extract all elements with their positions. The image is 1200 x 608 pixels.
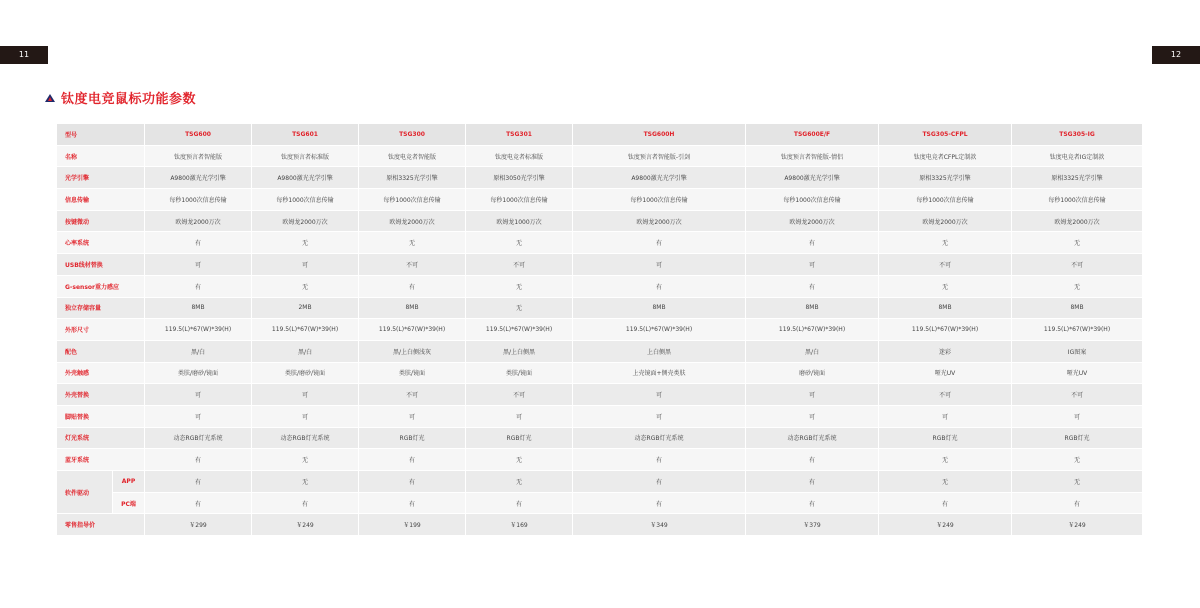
table-cell: 有 [466, 493, 573, 515]
table-cell: 每秒1000次信息传输 [1012, 189, 1143, 211]
table-cell: 上壳镜面+侧壳类肤 [573, 363, 746, 385]
model-name: TSG600H [573, 124, 746, 146]
price-cell: ￥169 [466, 514, 573, 536]
row-label: 型号 [57, 124, 145, 146]
table-cell: 可 [252, 384, 359, 406]
table-cell: A9800激光光学引擎 [252, 167, 359, 189]
table-cell: 每秒1000次信息传输 [746, 189, 879, 211]
table-row [57, 363, 1143, 385]
table-cell: 欧姆龙2000万次 [573, 211, 746, 233]
table-cell: 有 [746, 232, 879, 254]
table-cell: 无 [1012, 471, 1143, 493]
table-cell: 有 [359, 449, 466, 471]
table-cell: 每秒1000次信息传输 [359, 189, 466, 211]
table-cell: 有 [359, 276, 466, 298]
table-cell: 可 [573, 406, 746, 428]
heading-text: 钛度电竞鼠标功能参数 [61, 92, 197, 107]
table-row [57, 449, 1143, 471]
table-cell: 黑/白 [252, 341, 359, 363]
table-cell: 可 [145, 254, 252, 276]
table-cell: 无 [1012, 276, 1143, 298]
table-cell: 无 [252, 276, 359, 298]
table-cell: 可 [746, 384, 879, 406]
row-label: 名称 [57, 146, 145, 168]
page-number-left: 11 [0, 46, 48, 64]
price-cell: ￥249 [879, 514, 1012, 536]
table-cell: 钛度预言者智能版 [145, 146, 252, 168]
model-name: TSG301 [466, 124, 573, 146]
table-cell: 无 [252, 449, 359, 471]
table-cell: 磨砂/镜面 [746, 363, 879, 385]
table-cell: 钛度电竞者IG定制款 [1012, 146, 1143, 168]
table-cell: 不可 [466, 384, 573, 406]
table-cell: 无 [1012, 232, 1143, 254]
table-cell: IG图案 [1012, 341, 1143, 363]
row-label: 独立存储容量 [57, 298, 145, 320]
model-name: TSG300 [359, 124, 466, 146]
price-cell: ￥249 [252, 514, 359, 536]
row-label: 脚贴替换 [57, 406, 145, 428]
table-cell: 不可 [359, 254, 466, 276]
table-cell: 119.5(L)*67(W)*39(H) [879, 319, 1012, 341]
table-cell: 无 [1012, 449, 1143, 471]
table-cell: 黑/白 [145, 341, 252, 363]
table-cell: A9800激光光学引擎 [145, 167, 252, 189]
table-cell: 可 [1012, 406, 1143, 428]
table-cell: 动态RGB灯光系统 [252, 428, 359, 450]
row-label: 心率系统 [57, 232, 145, 254]
row-label: 软件驱动 [57, 471, 113, 514]
table-cell: 类肤/磨砂/镜面 [252, 363, 359, 385]
table-cell: 有 [746, 493, 879, 515]
table-cell: RGB灯光 [879, 428, 1012, 450]
table-cell: 可 [573, 384, 746, 406]
table-cell: 119.5(L)*67(W)*39(H) [466, 319, 573, 341]
row-label: USB线材替换 [57, 254, 145, 276]
page-number-right: 12 [1152, 46, 1200, 64]
table-cell: 类肤/镜面 [359, 363, 466, 385]
model-name: TSG600E/F [746, 124, 879, 146]
table-cell: 可 [252, 406, 359, 428]
table-cell: 黑/白 [746, 341, 879, 363]
table-cell: 119.5(L)*67(W)*39(H) [573, 319, 746, 341]
table-cell: A9800激光光学引擎 [573, 167, 746, 189]
price-cell: ￥299 [145, 514, 252, 536]
table-row [57, 298, 1143, 320]
table-cell: 可 [145, 406, 252, 428]
table-cell: 上白侧黑 [573, 341, 746, 363]
table-cell: 欧姆龙2000万次 [359, 211, 466, 233]
table-cell: 无 [466, 449, 573, 471]
table-cell: 动态RGB灯光系统 [573, 428, 746, 450]
table-cell: 不可 [1012, 254, 1143, 276]
table-cell: 无 [252, 232, 359, 254]
model-name: TSG600 [145, 124, 252, 146]
table-cell: 119.5(L)*67(W)*39(H) [145, 319, 252, 341]
table-cell: 可 [359, 406, 466, 428]
row-label: 蓝牙系统 [57, 449, 145, 471]
price-cell: ￥249 [1012, 514, 1143, 536]
table-cell: 可 [879, 406, 1012, 428]
table-cell: 有 [359, 471, 466, 493]
table-cell: 原相3050光学引擎 [466, 167, 573, 189]
table-cell: 有 [145, 449, 252, 471]
table-row [57, 384, 1143, 406]
table-cell: 无 [252, 471, 359, 493]
table-cell: 8MB [746, 298, 879, 320]
table-cell: 有 [573, 276, 746, 298]
table-row [57, 189, 1143, 211]
table-cell: 可 [466, 406, 573, 428]
row-label: 信息传输 [57, 189, 145, 211]
table-cell: 119.5(L)*67(W)*39(H) [746, 319, 879, 341]
table-cell: 可 [573, 254, 746, 276]
table-cell: 无 [466, 276, 573, 298]
table-cell: 有 [145, 493, 252, 515]
table-row [57, 146, 1143, 168]
row-label: 外壳触感 [57, 363, 145, 385]
table-row [57, 232, 1143, 254]
table-cell: 有 [746, 449, 879, 471]
table-cell: 可 [252, 254, 359, 276]
table-cell: 8MB [1012, 298, 1143, 320]
table-cell: 原相3325光学引擎 [879, 167, 1012, 189]
table-cell: 黑/上白侧黑 [466, 341, 573, 363]
section-heading [45, 88, 196, 107]
spec-table [57, 124, 1143, 536]
price-cell: ￥199 [359, 514, 466, 536]
table-cell: 欧姆龙2000万次 [145, 211, 252, 233]
table-cell: 钛度电竞者智能版 [359, 146, 466, 168]
table-cell: 可 [746, 254, 879, 276]
table-cell: 每秒1000次信息传输 [573, 189, 746, 211]
table-cell: 动态RGB灯光系统 [746, 428, 879, 450]
table-cell: 有 [573, 471, 746, 493]
sub-row-label: PC端 [113, 493, 145, 515]
table-cell: 无 [466, 232, 573, 254]
table-cell: 119.5(L)*67(W)*39(H) [359, 319, 466, 341]
table-cell: 哑光UV [1012, 363, 1143, 385]
table-cell: 无 [879, 276, 1012, 298]
row-label: 光学引擎 [57, 167, 145, 189]
table-row [57, 254, 1143, 276]
model-name: TSG305-IG [1012, 124, 1143, 146]
table-cell: A9800激光光学引擎 [746, 167, 879, 189]
table-cell: 有 [252, 493, 359, 515]
table-cell: 有 [746, 471, 879, 493]
table-cell: RGB灯光 [466, 428, 573, 450]
table-row [57, 341, 1143, 363]
table-cell: 8MB [879, 298, 1012, 320]
table-cell: 钛度预言者智能版-情侣 [746, 146, 879, 168]
table-header-row [57, 124, 1143, 146]
table-cell: 欧姆龙2000万次 [746, 211, 879, 233]
model-name: TSG601 [252, 124, 359, 146]
table-row [57, 406, 1143, 428]
table-cell: 不可 [359, 384, 466, 406]
table-cell: 2MB [252, 298, 359, 320]
table-cell: 119.5(L)*67(W)*39(H) [252, 319, 359, 341]
table-cell: 欧姆龙2000万次 [1012, 211, 1143, 233]
row-label: 配色 [57, 341, 145, 363]
row-label: 外形尺寸 [57, 319, 145, 341]
table-cell: 无 [359, 232, 466, 254]
triangle-logo-icon [45, 94, 55, 102]
table-cell: RGB灯光 [1012, 428, 1143, 450]
table-row [57, 428, 1143, 450]
table-row [57, 471, 1143, 493]
row-label: 外壳替换 [57, 384, 145, 406]
table-cell: 每秒1000次信息传输 [879, 189, 1012, 211]
table-cell: 钛度电竞者标准版 [466, 146, 573, 168]
table-cell: 有 [1012, 493, 1143, 515]
table-row [57, 167, 1143, 189]
price-cell: ￥349 [573, 514, 746, 536]
table-cell: 无 [879, 232, 1012, 254]
table-cell: 每秒1000次信息传输 [466, 189, 573, 211]
table-cell: 不可 [879, 384, 1012, 406]
table-cell: 每秒1000次信息传输 [252, 189, 359, 211]
table-cell: 钛度预言者标准版 [252, 146, 359, 168]
table-cell: 无 [879, 449, 1012, 471]
price-cell: ￥379 [746, 514, 879, 536]
table-cell: 无 [466, 298, 573, 320]
table-cell: 8MB [573, 298, 746, 320]
table-cell: 有 [359, 493, 466, 515]
table-cell: RGB灯光 [359, 428, 466, 450]
table-cell: 有 [145, 276, 252, 298]
table-cell: 有 [879, 493, 1012, 515]
table-cell: 原相3325光学引擎 [1012, 167, 1143, 189]
table-cell: 有 [573, 449, 746, 471]
table-cell: 119.5(L)*67(W)*39(H) [1012, 319, 1143, 341]
table-row [57, 276, 1143, 298]
table-cell: 原相3325光学引擎 [359, 167, 466, 189]
table-cell: 有 [573, 493, 746, 515]
table-cell: 类肤/镜面 [466, 363, 573, 385]
row-label: 零售指导价 [57, 514, 145, 536]
table-cell: 无 [879, 471, 1012, 493]
table-cell: 类肤/磨砂/镜面 [145, 363, 252, 385]
table-cell: 有 [145, 471, 252, 493]
table-cell: 有 [573, 232, 746, 254]
table-cell: 动态RGB灯光系统 [145, 428, 252, 450]
table-cell: 可 [145, 384, 252, 406]
table-cell: 迷彩 [879, 341, 1012, 363]
table-cell: 每秒1000次信息传输 [145, 189, 252, 211]
table-row [57, 211, 1143, 233]
table-cell: 哑光UV [879, 363, 1012, 385]
table-cell: 黑/上白侧浅灰 [359, 341, 466, 363]
table-row [57, 319, 1143, 341]
table-cell: 8MB [145, 298, 252, 320]
table-cell: 欧姆龙1000万次 [466, 211, 573, 233]
table-cell: 钛度电竞者CFPL定制款 [879, 146, 1012, 168]
table-cell: 不可 [1012, 384, 1143, 406]
table-cell: 不可 [466, 254, 573, 276]
table-cell: 有 [145, 232, 252, 254]
table-row [57, 493, 1143, 515]
table-cell: 欧姆龙2000万次 [252, 211, 359, 233]
table-cell: 钛度预言者智能版-引剑 [573, 146, 746, 168]
row-label: 灯光系统 [57, 428, 145, 450]
table-cell: 有 [746, 276, 879, 298]
table-cell: 可 [746, 406, 879, 428]
model-name: TSG305-CFPL [879, 124, 1012, 146]
price-row [57, 514, 1143, 536]
table-cell: 8MB [359, 298, 466, 320]
row-label: 按键微动 [57, 211, 145, 233]
table-cell: 无 [466, 471, 573, 493]
sub-row-label: APP [113, 471, 145, 493]
table-cell: 欧姆龙2000万次 [879, 211, 1012, 233]
table-cell: 不可 [879, 254, 1012, 276]
row-label: G-sensor重力感应 [57, 276, 145, 298]
